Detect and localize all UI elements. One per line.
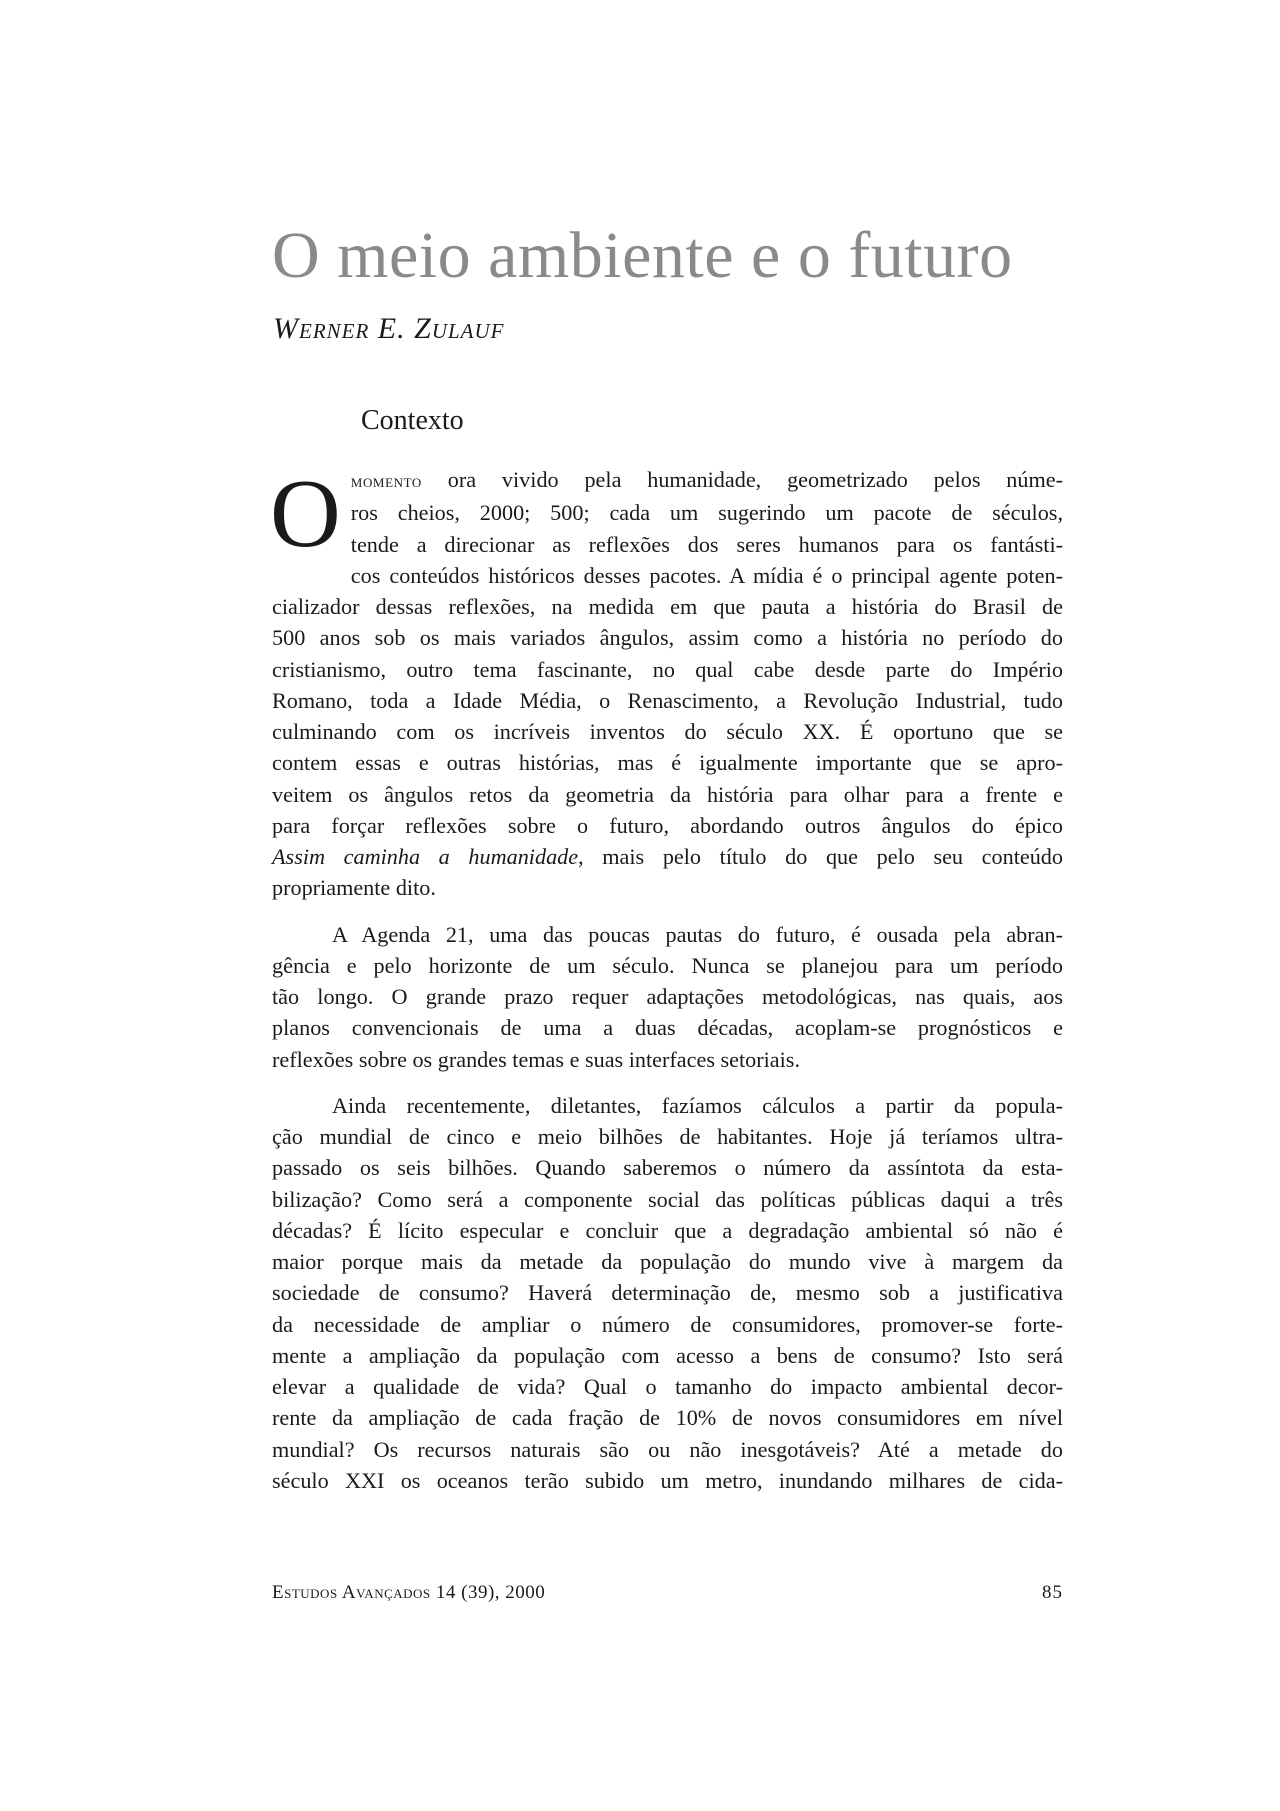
- text-line: 500 anos sob os mais variados ângulos, assim como a história no período do: [272, 625, 1063, 651]
- text-line: Ainda recentemente, diletantes, fazíamos cálculos a partir da popula-: [332, 1092, 1063, 1118]
- text-line: décadas? É lícito especular e concluir que a degradação ambiental só não é: [272, 1217, 1063, 1243]
- text-line: tende a direcionar as reflexões dos seres humanos para os fantásti-: [350, 531, 1063, 557]
- text-line: veitem os ângulos retos da geometria da história para olhar para a frente e: [272, 781, 1063, 807]
- page-number: 85: [1042, 1582, 1063, 1603]
- text-line: contem essas e outras histórias, mas é igualmente importante que se apro-: [272, 750, 1063, 776]
- text-line: Romano, toda a Idade Média, o Renascimento, a Revolução Industrial, tudo: [272, 687, 1063, 713]
- text-line: tão longo. O grande prazo requer adaptações metodológicas, nas quais, aos: [272, 984, 1063, 1009]
- text-line: elevar a qualidade de vida? Qual o tamanho do impacto ambiental decor-: [272, 1374, 1063, 1399]
- text-line: da necessidade de ampliar o número de consumidores, promover-se forte-: [272, 1311, 1063, 1337]
- running-footer-journal: [272, 1582, 545, 1604]
- paragraph-2: [272, 919, 1063, 1075]
- italic-work-title: Assim caminha a humanidade: [272, 844, 579, 869]
- text-line: para forçar reflexões sobre o futuro, abordando outros ângulos do épico: [272, 812, 1063, 838]
- article-title: O meio ambiente e o futuro: [272, 219, 1013, 292]
- article-body: [270, 460, 1063, 1496]
- text-line: gência e pelo horizonte de um século. Nunca se planejou para um período: [272, 952, 1063, 978]
- author-name: Werner E. Zulauf: [273, 312, 505, 345]
- text-fragment: , mais pelo título do que pelo seu conteúdo: [578, 844, 1063, 869]
- lead-smallcaps: momento: [350, 471, 422, 492]
- text-line: maior porque mais da metade da população do mundo vive à margem da: [272, 1249, 1063, 1274]
- text-line: rente da ampliação de cada fração de 10% de novos consumidores em nível: [272, 1405, 1063, 1431]
- text-line: ros cheios, 2000; 500; cada um sugerindo um pacote de séculos,: [350, 500, 1063, 526]
- text-line: ção mundial de cinco e meio bilhões de habitantes. Hoje já teríamos ultra-: [272, 1124, 1063, 1149]
- text-line: cristianismo, outro tema fascinante, no qual cabe desde parte do Império: [272, 656, 1063, 682]
- text-line: passado os seis bilhões. Quando saberemos o número da assíntota da esta-: [272, 1155, 1063, 1181]
- text-line: propriamente dito.: [272, 875, 436, 901]
- section-heading: Contexto: [361, 405, 464, 436]
- text-line: planos convencionais de uma a duas décadas, acoplam-se prognósticos e: [272, 1015, 1063, 1041]
- text-line: cos conteúdos históricos desses pacotes. A mídia é o principal agente poten-: [350, 562, 1063, 588]
- text-line: reflexões sobre os grandes temas e suas interfaces setoriais.: [272, 1046, 800, 1072]
- text-line: mundial? Os recursos naturais são ou não inesgotáveis? Até a metade do: [272, 1436, 1063, 1462]
- text-line: mente a ampliação da população com acesso a bens de consumo? Isto será: [272, 1342, 1063, 1368]
- text-line: culminando com os incríveis inventos do século XX. É oportuno que se: [272, 719, 1063, 744]
- journal-citation: Estudos Avançados 14 (39), 2000: [272, 1582, 546, 1603]
- paragraph-1: [270, 460, 1063, 904]
- text-line: sociedade de consumo? Haverá determinação de, mesmo sob a justificativa: [272, 1280, 1063, 1306]
- paragraph-3: [272, 1090, 1063, 1496]
- drop-cap: O: [270, 460, 341, 568]
- text-line: [272, 464, 1063, 497]
- text-line: [272, 841, 1063, 872]
- text-fragment: ora vivido pela humanidade, geometrizado pelos núme-: [421, 467, 1063, 492]
- text-line: século XXI os oceanos terão subido um metro, inundando milhares de cida-: [272, 1467, 1063, 1493]
- text-line: cializador dessas reflexões, na medida em que pauta a história do Brasil de: [272, 594, 1063, 619]
- text-line: A Agenda 21, uma das poucas pautas do futuro, é ousada pela abran-: [332, 921, 1063, 947]
- text-line: bilização? Como será a componente social das políticas públicas daqui a três: [272, 1186, 1063, 1212]
